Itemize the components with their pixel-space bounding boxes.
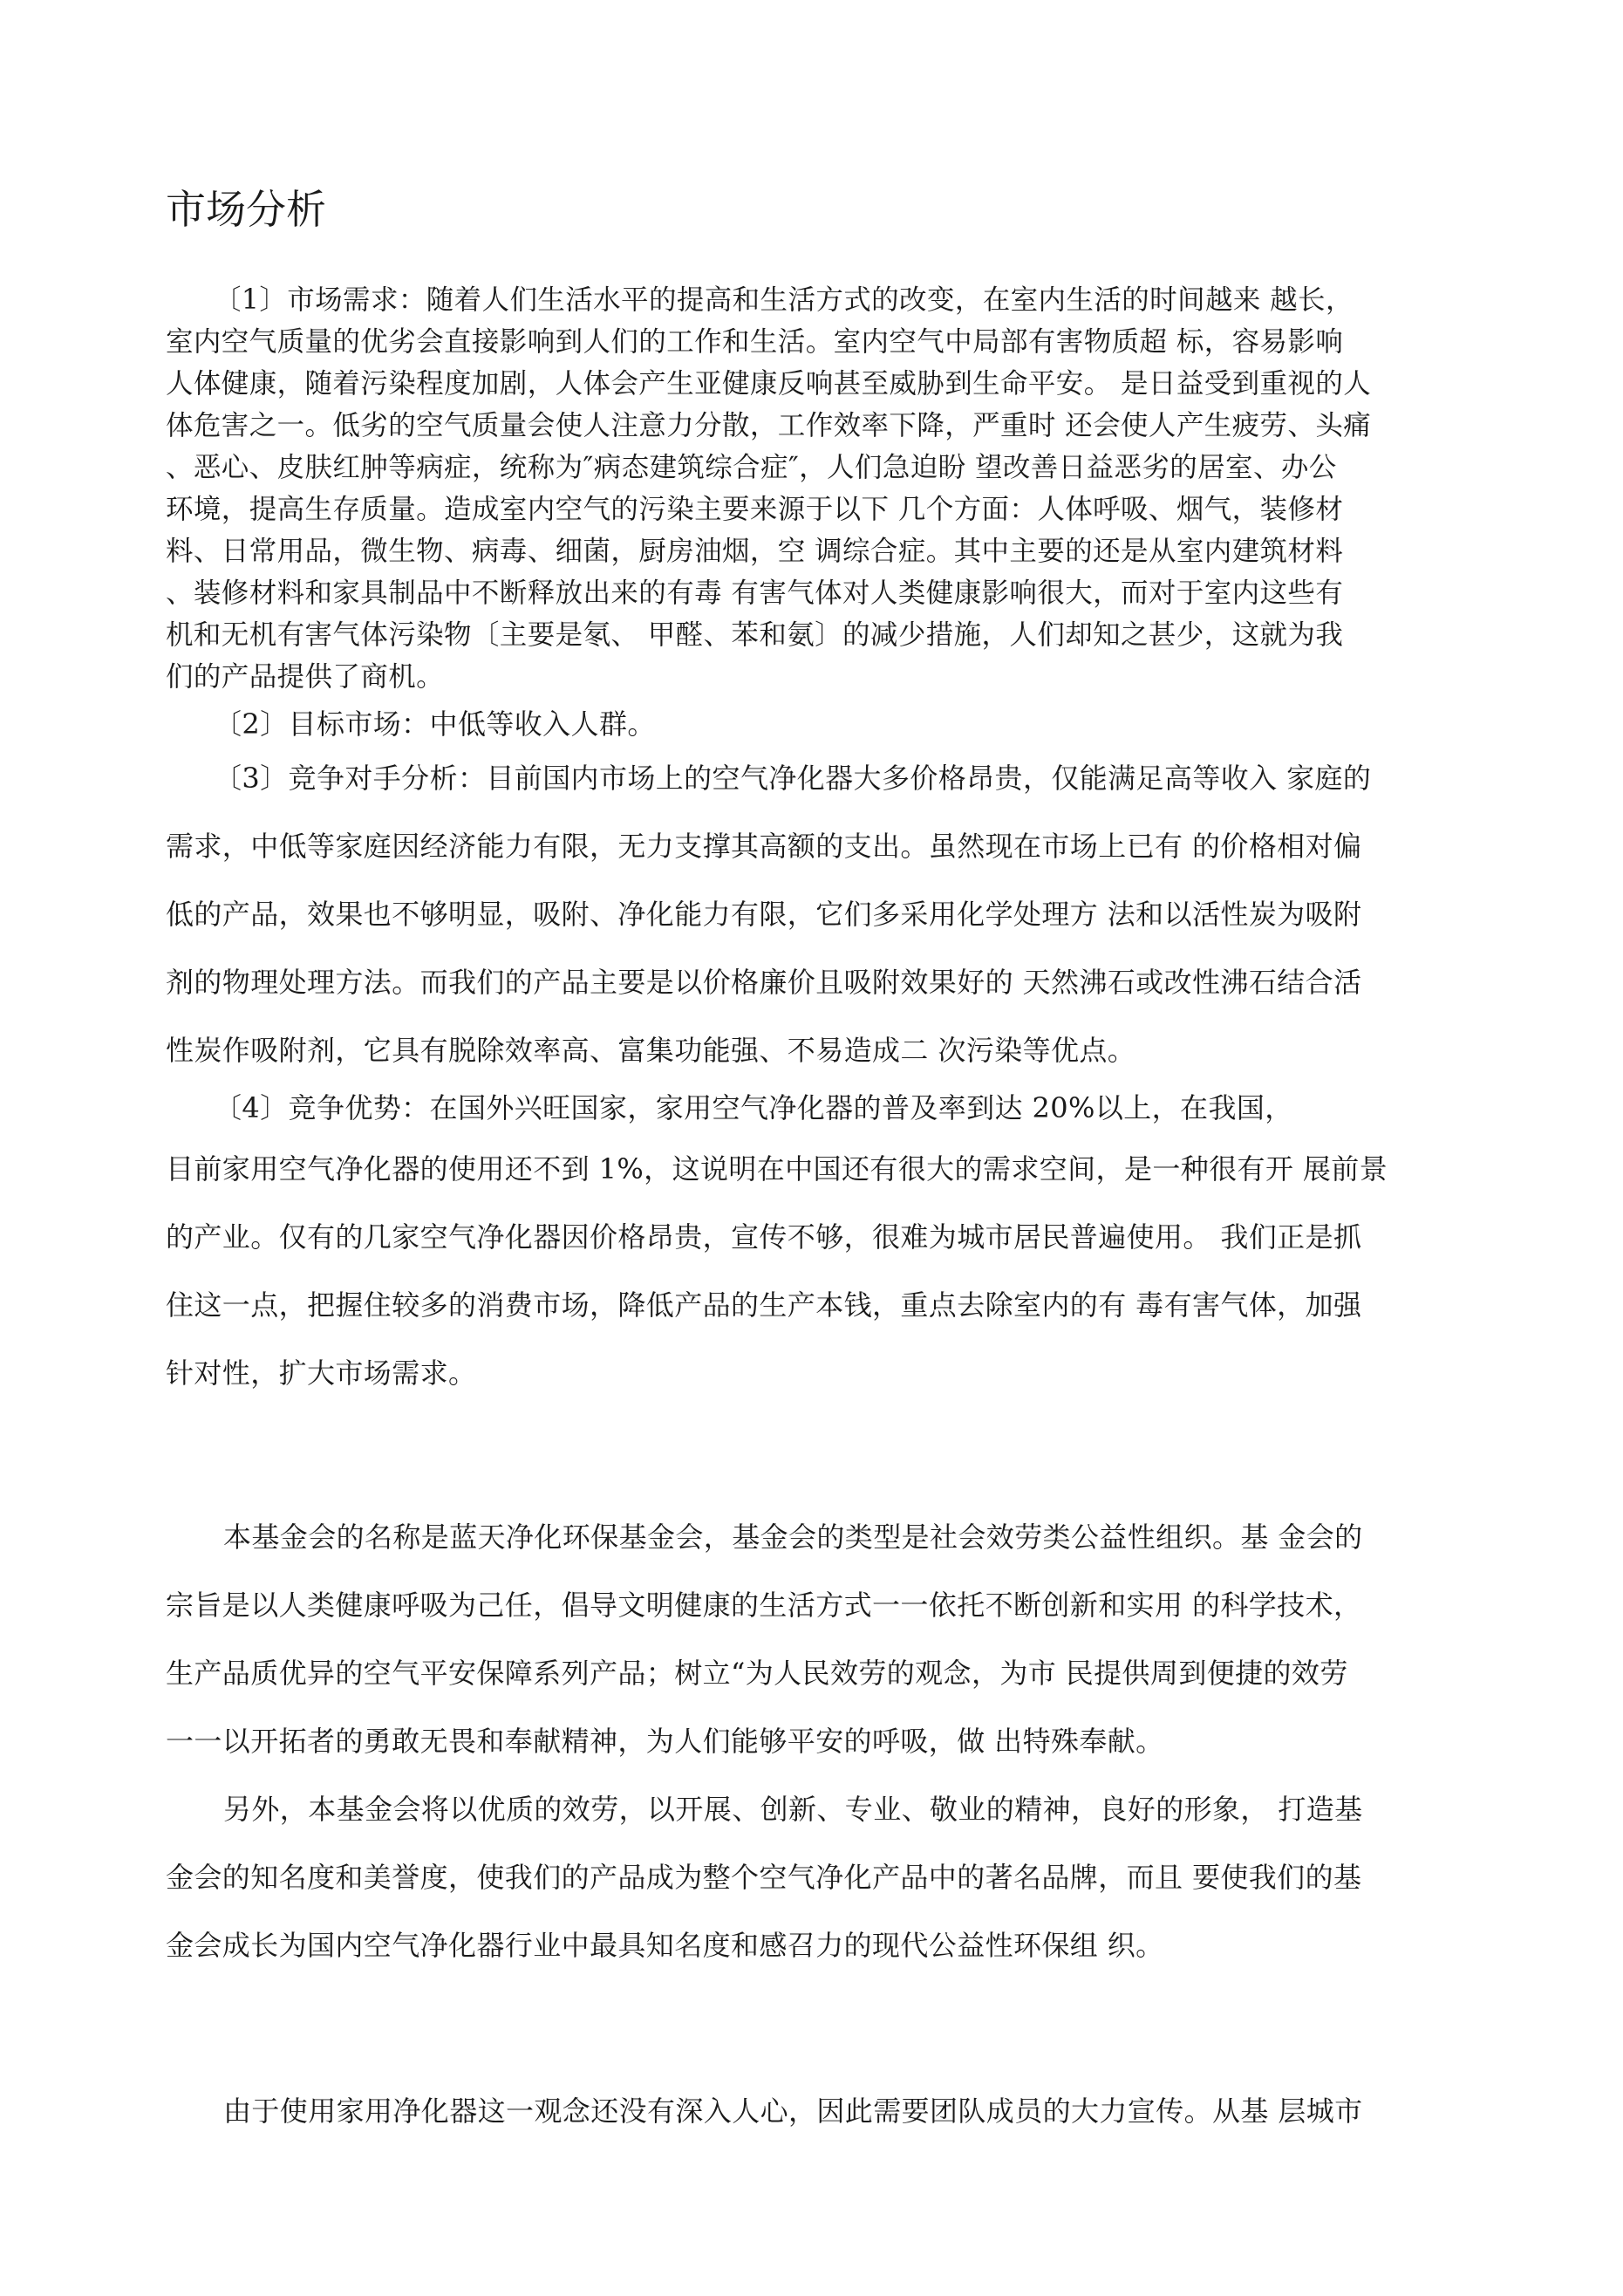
paragraph-line: 低的产品，效果也不够明显，吸附、净化能力有限，它们多采用化学处理方 法和以活性炭为吸附 — [166, 898, 1362, 931]
paragraph-line: 机和无机有害气体污染物〔主要是氡、 甲醛、苯和氨〕的减少措施，人们却知之甚少，这就为我 — [166, 619, 1344, 651]
paragraph-line: 金会成长为国内空气净化器行业中最具知名度和感召力的现代公益性环保组 织。 — [166, 1929, 1164, 1962]
paragraph-line: 针对性，扩大市场需求。 — [166, 1356, 477, 1390]
paragraph-line: 一一以开拓者的勇敢无畏和奉献精神，为人们能够平安的呼吸，做 出特殊奉献。 — [166, 1725, 1164, 1758]
paragraph-line: 环境，提高生存质量。造成室内空气的污染主要来源于以下 几个方面：人体呼吸、烟气，装修材 — [166, 494, 1344, 525]
paragraph-line: 〔4〕竞争优势：在国外兴旺国家，家用空气净化器的普及率到达 20%以上，在我国， — [214, 1091, 1293, 1124]
paragraph-line: 性炭作吸附剂，它具有脱除效率高、富集功能强、不易造成二 次污染等优点。 — [166, 1034, 1136, 1067]
paragraph-line: 由于使用家用净化器这一观念还没有深入人心，因此需要团队成员的大力宣传。从基 层城市 — [223, 2094, 1363, 2128]
paragraph-line: 们的产品提供了商机。 — [166, 661, 445, 693]
paragraph-line: 金会的知名度和美誉度，使我们的产品成为整个空气净化产品中的著名品牌，而且 要使我们的基 — [166, 1861, 1362, 1894]
paragraph-line: 料、日常用品，微生物、病毒、细菌，厨房油烟，空 调综合症。其中主要的还是从室内建筑材料 — [166, 536, 1344, 567]
paragraph-line: 、装修材料和家具制品中不断释放出来的有毒 有害气体对人类健康影响很大，而对于室内这些有 — [166, 577, 1344, 609]
paragraph-line: 的产业。仅有的几家空气净化器因价格昂贵，宣传不够，很难为城市居民普遍使用。 我们正是抓 — [166, 1220, 1362, 1254]
paragraph-line: 剂的物理处理方法。而我们的产品主要是以价格廉价且吸附效果好的 天然沸石或改性沸石结合活 — [166, 966, 1362, 999]
paragraph-line: 〔2〕目标市场：中低等收入人群。 — [214, 707, 656, 741]
paragraph-line: 体危害之一。低劣的空气质量会使人注意力分散，工作效率下降，严重时 还会使人产生疲劳、头痛 — [166, 410, 1372, 441]
paragraph-line: 〔1〕市场需求：随着人们生活水平的提高和生活方式的改变，在室内生活的时间越来 越长， — [214, 284, 1354, 316]
page-title: 市场分析 — [166, 186, 326, 233]
paragraph-line: 本基金会的名称是蓝天净化环保基金会，基金会的类型是社会效劳类公益性组织。基 金会的 — [223, 1520, 1363, 1554]
paragraph-line: 人体健康，随着污染程度加剧，人体会产生亚健康反响甚至威胁到生命平安。 是日益受到重视的人 — [166, 368, 1372, 400]
paragraph-line: 、恶心、皮肤红肿等病症，统称为″病态建筑综合症″，人们急迫盼 望改善日益恶劣的居室、办公 — [166, 452, 1337, 483]
paragraph-line: 生产品质优异的空气平安保障系列产品；树立“为人民效劳的观念，为市 民提供周到便捷的效劳 — [166, 1657, 1348, 1690]
paragraph-line: 室内空气质量的优劣会直接影响到人们的工作和生活。室内空气中局部有害物质超 标，容易影响 — [166, 326, 1344, 358]
paragraph-line: 需求，中低等家庭因经济能力有限，无力支撑其高额的支出。虽然现在市场上已有 的价格相对偏 — [166, 830, 1362, 863]
paragraph-line: 另外，本基金会将以优质的效劳，以开展、创新、专业、敬业的精神，良好的形象， 打造基 — [223, 1793, 1363, 1826]
paragraph-line: 宗旨是以人类健康呼吸为己任，倡导文明健康的生活方式一一依托不断创新和实用 的科学技术， — [166, 1589, 1362, 1622]
paragraph-line: 〔3〕竞争对手分析：目前国内市场上的空气净化器大多价格昂贵，仅能满足高等收入 家庭的 — [214, 762, 1372, 795]
paragraph-line: 目前家用空气净化器的使用还不到 1%，这说明在中国还有很大的需求空间，是一种很有开 展前景 — [166, 1152, 1388, 1186]
paragraph-line: 住这一点，把握住较多的消费市场，降低产品的生产本钱，重点去除室内的有 毒有害气体，加强 — [166, 1288, 1362, 1322]
